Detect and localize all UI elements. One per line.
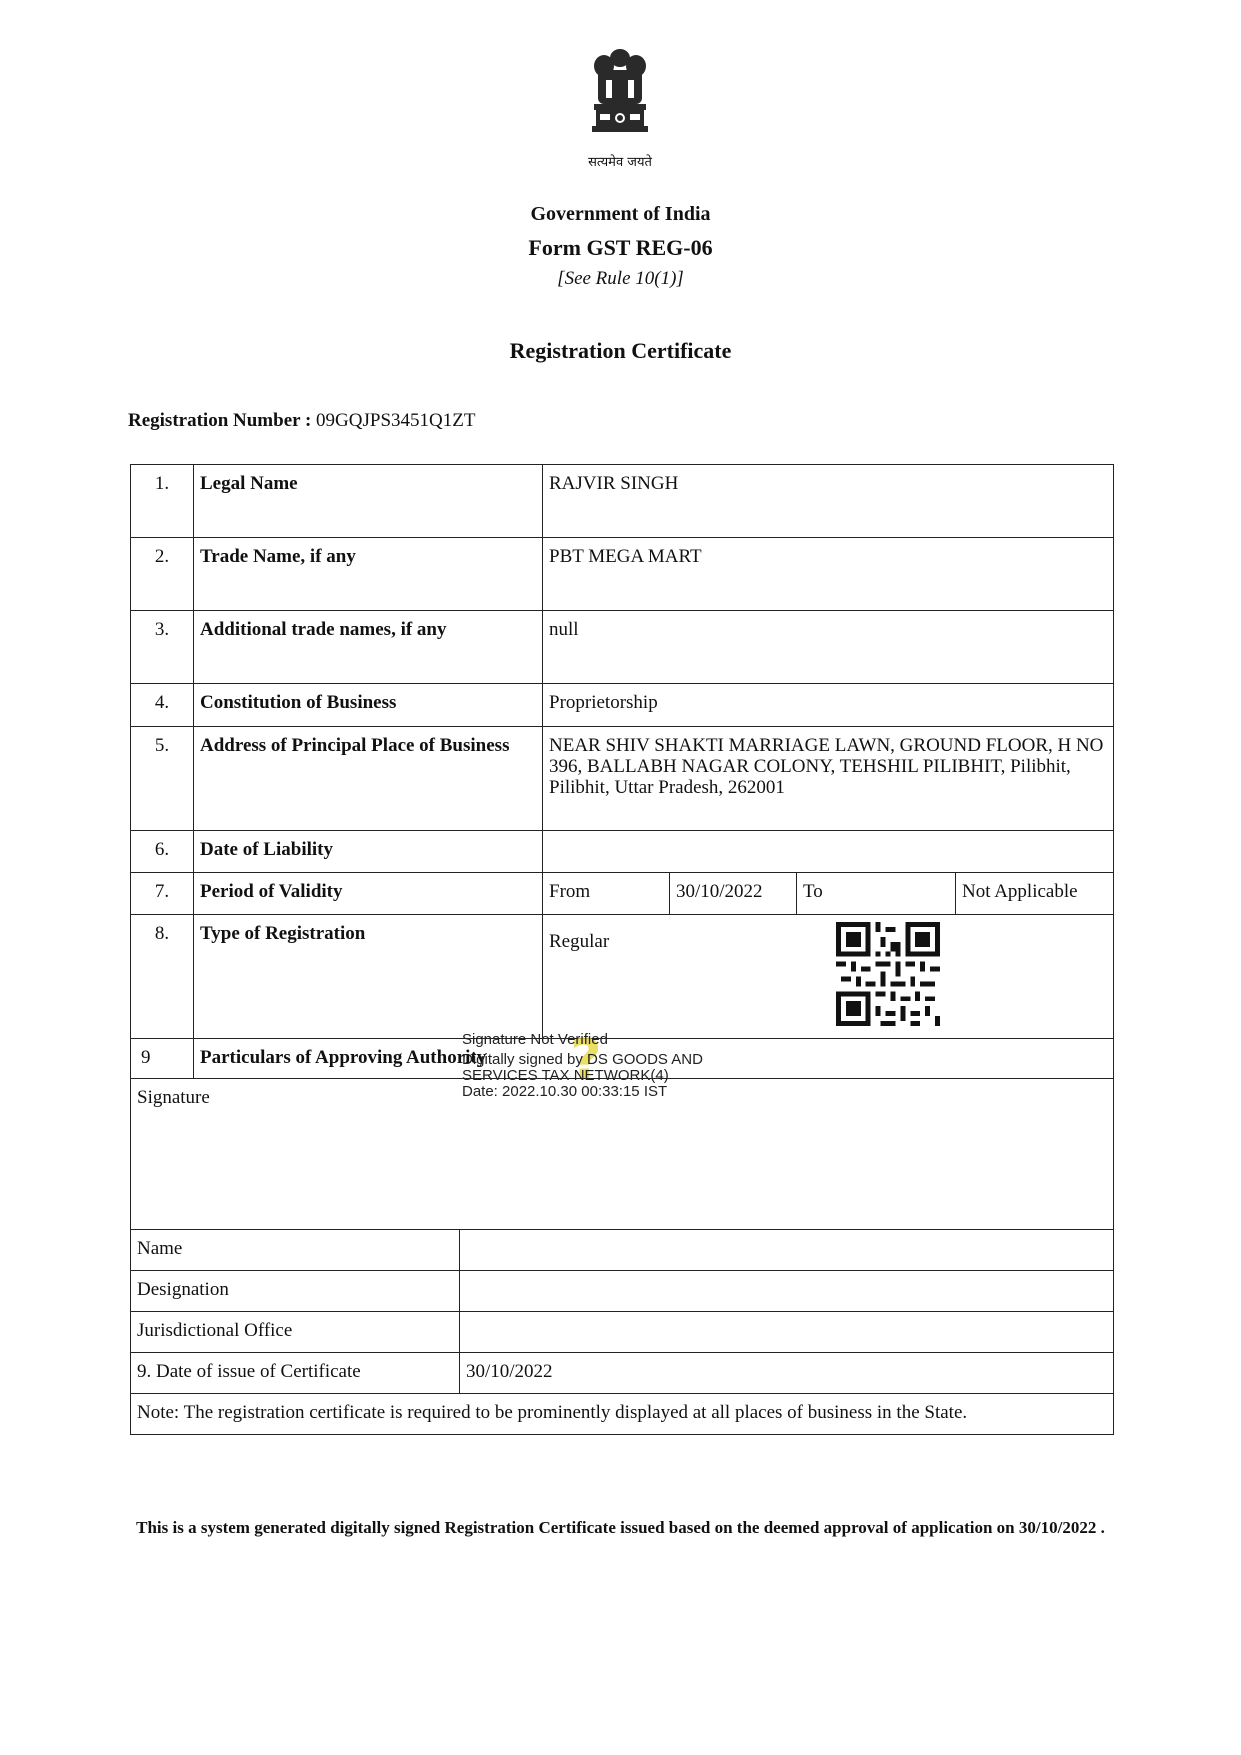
row-label-additional-trade-names: Additional trade names, if any (193, 610, 543, 684)
signature-signer: Digitally signed by DS GOODS AND (462, 1051, 703, 1068)
registration-number-label: Registration Number : (128, 410, 312, 431)
row-value-type-of-registration: Regular (542, 914, 1114, 1039)
registration-number-value: 09GQJPS3451Q1ZT (316, 410, 476, 431)
row-value-constitution: Proprietorship (542, 683, 1114, 727)
jurisdictional-office-label: Jurisdictional Office (130, 1311, 460, 1353)
validity-to-value: Not Applicable (955, 872, 1114, 915)
row-label-approving-authority: Particulars of Approving Authority (193, 1038, 1114, 1079)
certificate-title: Registration Certificate (509, 338, 732, 363)
qr-code-icon (836, 922, 940, 1026)
government-title: Government of India (530, 203, 711, 225)
name-label: Name (130, 1229, 460, 1271)
row-number: 9 (130, 1038, 194, 1079)
signature-date: Date: 2022.10.30 00:33:15 IST (462, 1083, 668, 1100)
validity-to-label: To (796, 872, 956, 915)
footer-note: This is a system generated digitally signed Registration Certificate issued based on the deemed approval of application on 30/10/2022 . (136, 1518, 1105, 1537)
validity-from-date: 30/10/2022 (669, 872, 797, 915)
name-value (459, 1229, 1114, 1271)
svg-text:?: ? (570, 1030, 602, 1086)
row-number: 5. (130, 726, 194, 831)
row-label-legal-name: Legal Name (193, 464, 543, 538)
row-label-constitution: Constitution of Business (193, 683, 543, 727)
designation-value (459, 1270, 1114, 1312)
jurisdictional-office-value (459, 1311, 1114, 1353)
signature-status: Signature Not Verified (462, 1031, 608, 1048)
row-number: 8. (130, 914, 194, 1039)
row-value-legal-name: RAJVIR SINGH (542, 464, 1114, 538)
display-note: Note: The registration certificate is required to be prominently displayed at all places of business in the State. (130, 1393, 1114, 1435)
row-value-date-of-liability (542, 830, 1114, 873)
registration-number (128, 410, 475, 432)
row-label-type-of-registration: Type of Registration (193, 914, 543, 1039)
row-label-address: Address of Principal Place of Business (193, 726, 543, 831)
digital-signature-stamp (462, 1032, 703, 1100)
issue-date-label: 9. Date of issue of Certificate (130, 1352, 460, 1394)
row-value-address: NEAR SHIV SHAKTI MARRIAGE LAWN, GROUND FLOOR, H NO 396, BALLABH NAGAR COLONY, TEHSHIL PILIBHIT, Pilibhit, Pilibhit, Uttar Pradesh, 262001 (542, 726, 1114, 831)
row-number: 1. (130, 464, 194, 538)
row-number: 3. (130, 610, 194, 684)
emblem-motto: सत्यमेव जयते (588, 155, 652, 170)
row-number: 6. (130, 830, 194, 873)
row-number: 7. (130, 872, 194, 915)
row-label-date-of-liability: Date of Liability (193, 830, 543, 873)
rule-reference: [See Rule 10(1)] (557, 268, 684, 289)
row-value-trade-name: PBT MEGA MART (542, 537, 1114, 611)
issue-date-value: 30/10/2022 (459, 1352, 1114, 1394)
national-emblem-icon (580, 40, 660, 168)
row-label-period-of-validity: Period of Validity (193, 872, 543, 915)
row-number: 2. (130, 537, 194, 611)
validity-from-label: From (542, 872, 670, 915)
row-value-additional-trade-names: null (542, 610, 1114, 684)
row-number: 4. (130, 683, 194, 727)
signature-signer-org: SERVICES TAX NETWORK(4) (462, 1067, 669, 1084)
designation-label: Designation (130, 1270, 460, 1312)
row-label-trade-name: Trade Name, if any (193, 537, 543, 611)
signature-label: Signature (130, 1078, 1114, 1230)
form-title: Form GST REG-06 (528, 235, 713, 260)
